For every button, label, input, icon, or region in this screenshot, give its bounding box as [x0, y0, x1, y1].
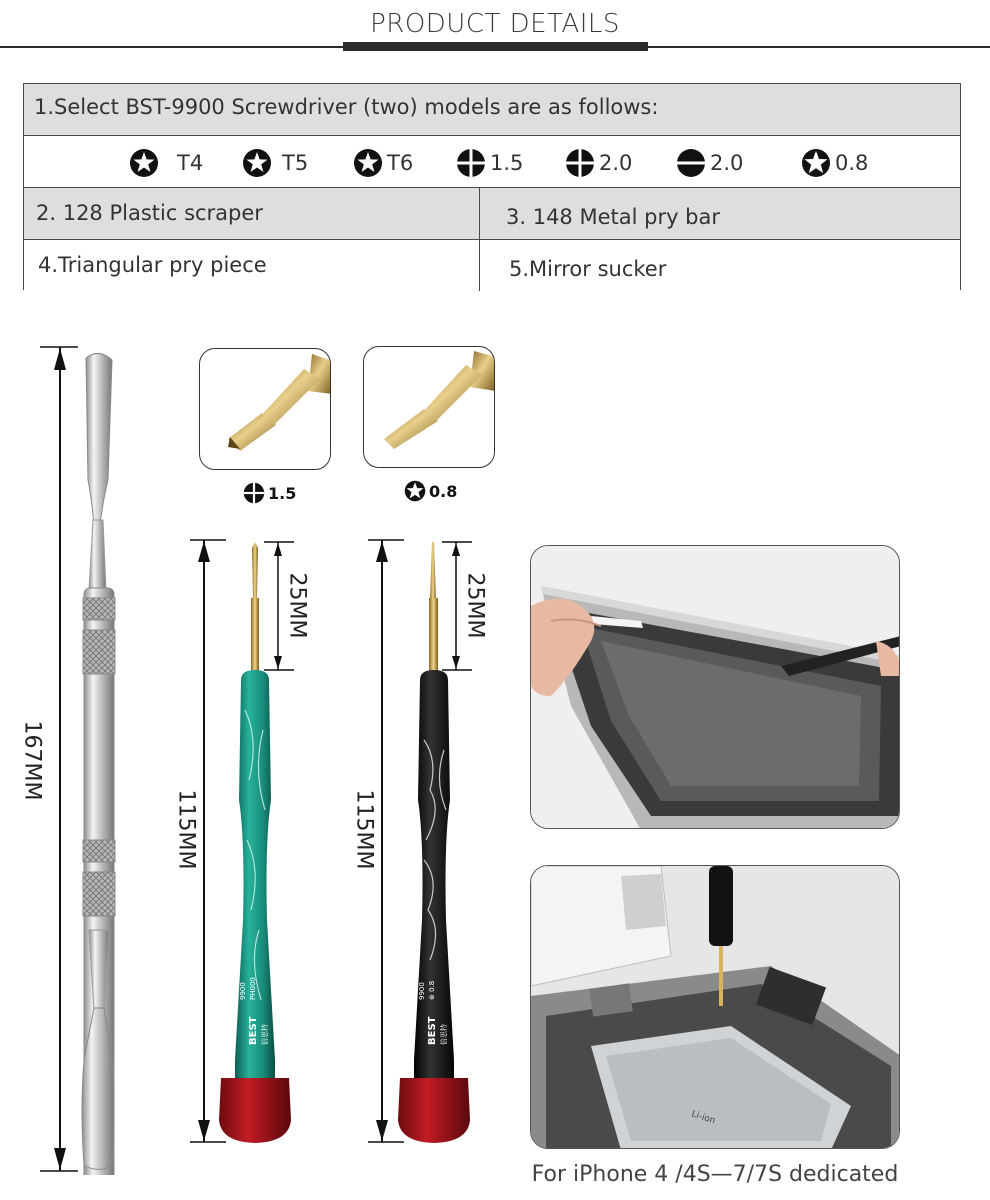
handle-model-text: 9900: [239, 982, 247, 1000]
photo-prying-tablet: [530, 545, 900, 829]
bit-t5: [242, 148, 308, 178]
photo-iphone-repair: [530, 865, 900, 1149]
bit-p08: [801, 148, 868, 178]
spec-row-bits: [24, 136, 960, 188]
bit-t4: [129, 148, 203, 178]
bit-slot20: [676, 148, 743, 178]
table-column-divider: [479, 188, 480, 291]
photo-caption: For iPhone 4 /4S—7/7S dedicated: [531, 1162, 899, 1187]
bit-t6: [353, 148, 413, 178]
pentalobe-icon: [801, 148, 831, 178]
spec-row-tools-a: [24, 188, 960, 240]
phillips-icon: [456, 148, 486, 178]
bit1-length-label: 25MM: [284, 572, 310, 639]
item-mirror-sucker: 5.Mirror sucker: [509, 257, 667, 281]
screwdriver2-length-label: 115MM: [351, 789, 377, 870]
slotted-icon: [676, 148, 706, 178]
bit-ph20: [565, 148, 632, 178]
torx-icon: [129, 148, 159, 178]
thumb-caption-phillips: [243, 482, 296, 504]
metal-pry-bar-image: [72, 350, 136, 1175]
handle-model-text: 9900: [418, 982, 426, 1000]
black-screwdriver-image: [394, 540, 476, 1145]
thumb-label: 0.8: [429, 481, 458, 501]
spec-row-tools-b: [24, 240, 960, 291]
screwdriver1-length-label: 115MM: [173, 789, 199, 870]
bit-label: 1.5: [490, 151, 524, 175]
bit-ph15: [456, 148, 523, 178]
bit-label: T4: [177, 151, 204, 175]
thumb-caption-pentalobe: [404, 480, 457, 502]
bit-label: 2.0: [599, 151, 633, 175]
handle-brand-text: BEST: [427, 1016, 438, 1045]
bit-label: 0.8: [835, 151, 869, 175]
thumb-label: 1.5: [268, 483, 297, 503]
phillips-icon: [243, 482, 265, 504]
bit-closeup-phillips: [199, 348, 331, 470]
pry-bar-length-label: 167MM: [19, 720, 45, 801]
bit-label: 2.0: [710, 151, 744, 175]
spec-table: [23, 83, 961, 290]
pentalobe-icon: [404, 480, 426, 502]
phillips-icon: [565, 148, 595, 178]
torx-icon: [353, 148, 383, 178]
item-plastic-scraper: 2. 128 Plastic scraper: [36, 201, 263, 225]
handle-brand-text: BEST: [248, 1016, 259, 1045]
bit-label: T6: [387, 151, 414, 175]
spec-row-models: [24, 84, 960, 136]
bit2-length-label: 25MM: [462, 572, 488, 639]
handle-chinese-text: 倍思特: [261, 1024, 269, 1045]
torx-icon: [242, 148, 272, 178]
bit-label: T5: [282, 151, 309, 175]
handle-chinese-text: 倍思特: [440, 1024, 448, 1045]
handle-variant-text: ⊛ 0.8: [428, 980, 436, 1000]
page-title: PRODUCT DETAILS: [370, 9, 620, 39]
handle-variant-text: PH000: [249, 977, 257, 1000]
item-metal-pry-bar: 3. 148 Metal pry bar: [506, 205, 721, 229]
item-triangular-pry: 4.Triangular pry piece: [38, 253, 267, 277]
green-screwdriver-image: [215, 540, 297, 1145]
title-underline-bar: [343, 42, 648, 51]
models-heading: 1.Select BST-9900 Screwdriver (two) models are as follows:: [34, 95, 659, 119]
bit-closeup-pentalobe: [363, 346, 495, 468]
svg-text:Li-ion: Li-ion: [690, 1109, 717, 1127]
